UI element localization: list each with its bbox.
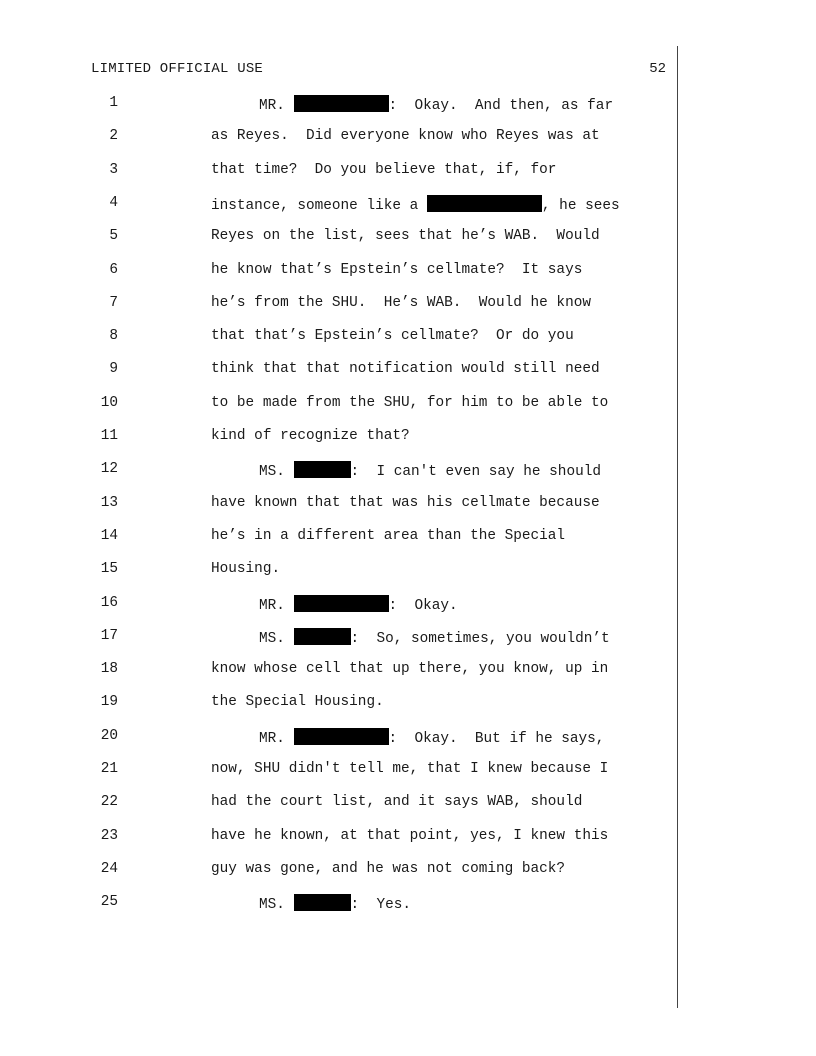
line-number: 24 bbox=[100, 860, 118, 877]
page-header bbox=[91, 61, 666, 81]
line-number: 21 bbox=[100, 761, 118, 777]
transcript-line bbox=[0, 794, 680, 816]
line-number: 14 bbox=[100, 527, 118, 544]
line-number: 6 bbox=[109, 261, 118, 278]
transcript-line bbox=[0, 195, 680, 217]
line-text bbox=[211, 361, 600, 377]
text-segment: the Special Housing. bbox=[211, 694, 384, 711]
text-segment: MR. bbox=[259, 98, 294, 114]
transcript-line bbox=[0, 828, 680, 850]
text-segment: , he sees bbox=[541, 197, 620, 214]
transcript-line bbox=[0, 228, 680, 250]
text-segment: kind of recognize that? bbox=[211, 428, 410, 444]
line-text bbox=[211, 295, 591, 311]
line-text bbox=[211, 128, 600, 144]
line-text bbox=[259, 894, 411, 913]
text-segment: guy was gone, and he was not coming back? bbox=[211, 860, 566, 877]
line-number: 25 bbox=[100, 894, 118, 911]
transcript-line bbox=[0, 262, 680, 284]
transcript-line bbox=[0, 694, 680, 716]
text-segment: have he known, at that point, yes, I knew this bbox=[211, 827, 609, 844]
redaction-block bbox=[294, 461, 351, 478]
text-segment: that time? Do you believe that, if, for bbox=[211, 161, 557, 178]
transcript-line bbox=[0, 628, 680, 650]
redaction-block bbox=[427, 195, 542, 212]
line-text bbox=[211, 694, 384, 710]
line-text bbox=[211, 328, 574, 344]
text-segment: to be made from the SHU, for him to be able to bbox=[211, 394, 609, 411]
text-segment: that that’s Epstein’s cellmate? Or do you bbox=[211, 328, 574, 345]
text-segment: he’s in a different area than the Special bbox=[211, 527, 566, 544]
text-segment: : Okay. But if he says, bbox=[388, 730, 605, 747]
line-number: 11 bbox=[100, 428, 118, 444]
line-text bbox=[259, 728, 604, 747]
text-segment: he’s from the SHU. He’s WAB. Would he know bbox=[211, 294, 591, 311]
text-segment: had the court list, and it says WAB, should bbox=[211, 794, 583, 811]
line-number: 18 bbox=[100, 661, 118, 678]
line-text bbox=[211, 428, 410, 444]
line-text bbox=[211, 195, 620, 214]
transcript-line bbox=[0, 395, 680, 417]
line-text bbox=[211, 561, 280, 577]
text-segment: : Okay. bbox=[388, 597, 458, 614]
redaction-block bbox=[294, 728, 389, 745]
transcript-line bbox=[0, 595, 680, 617]
transcript-line bbox=[0, 894, 680, 916]
line-number: 5 bbox=[109, 228, 118, 245]
text-segment: have known that that was his cellmate because bbox=[211, 494, 600, 511]
line-text bbox=[211, 262, 582, 278]
text-segment: think that that notification would still need bbox=[211, 361, 600, 378]
text-segment: Housing. bbox=[211, 561, 281, 578]
line-number: 22 bbox=[100, 794, 118, 811]
transcript-line bbox=[0, 162, 680, 184]
redaction-block bbox=[294, 628, 351, 645]
line-number: 20 bbox=[100, 727, 118, 744]
line-number: 7 bbox=[109, 294, 118, 311]
transcript-line bbox=[0, 128, 680, 150]
text-segment: he know that’s Epstein’s cellmate? It says bbox=[211, 261, 583, 278]
line-number: 4 bbox=[109, 194, 118, 211]
classification-label: LIMITED OFFICIAL USE bbox=[91, 61, 264, 77]
line-number: 23 bbox=[100, 827, 118, 844]
line-text bbox=[259, 95, 613, 114]
transcript-line bbox=[0, 328, 680, 350]
text-segment: instance, someone like a bbox=[211, 197, 427, 214]
transcript-line bbox=[0, 95, 680, 117]
transcript-line bbox=[0, 661, 680, 683]
line-text bbox=[259, 628, 610, 647]
transcript-line bbox=[0, 495, 680, 517]
text-segment: : I can't even say he should bbox=[350, 464, 601, 481]
text-segment: MS. bbox=[259, 630, 294, 647]
line-text bbox=[211, 395, 608, 411]
transcript-line bbox=[0, 295, 680, 317]
line-number: 12 bbox=[100, 461, 118, 478]
text-segment: know whose cell that up there, you know, up in bbox=[211, 661, 609, 678]
line-number: 19 bbox=[100, 694, 118, 711]
transcript-line bbox=[0, 461, 680, 483]
line-text bbox=[211, 661, 608, 677]
text-segment: MS. bbox=[259, 897, 294, 914]
line-number: 9 bbox=[109, 361, 118, 378]
line-number: 13 bbox=[100, 494, 118, 511]
transcript-line bbox=[0, 528, 680, 550]
transcript-line bbox=[0, 428, 680, 450]
line-number: 8 bbox=[109, 328, 118, 345]
text-segment: MR. bbox=[259, 597, 294, 614]
line-text bbox=[211, 162, 556, 178]
line-number: 3 bbox=[109, 161, 118, 178]
transcript-line bbox=[0, 761, 680, 783]
line-text bbox=[211, 761, 608, 777]
text-segment: : Okay. And then, as far bbox=[388, 98, 614, 114]
redaction-block bbox=[294, 894, 351, 911]
text-segment: now, SHU didn't tell me, that I knew because I bbox=[211, 761, 609, 777]
line-text bbox=[259, 595, 458, 614]
line-text bbox=[259, 461, 601, 480]
redaction-block bbox=[294, 95, 389, 112]
line-text bbox=[211, 528, 565, 544]
line-number: 1 bbox=[109, 95, 118, 111]
transcript-line bbox=[0, 561, 680, 583]
line-number: 17 bbox=[100, 627, 118, 644]
line-text bbox=[211, 228, 600, 244]
page-number: 52 bbox=[649, 61, 666, 77]
line-text bbox=[211, 861, 565, 877]
line-text bbox=[211, 828, 608, 844]
text-segment: : Yes. bbox=[350, 897, 411, 914]
line-number: 15 bbox=[100, 561, 118, 578]
text-segment: : So, sometimes, you wouldn’t bbox=[350, 630, 610, 647]
line-text bbox=[211, 495, 600, 511]
redaction-block bbox=[294, 595, 389, 612]
text-segment: Reyes on the list, sees that he’s WAB. Would bbox=[211, 228, 600, 245]
text-segment: MR. bbox=[259, 730, 294, 747]
transcript-line bbox=[0, 861, 680, 883]
line-number: 2 bbox=[109, 128, 118, 145]
transcript-line bbox=[0, 728, 680, 750]
transcript-line bbox=[0, 361, 680, 383]
line-number: 10 bbox=[100, 394, 118, 411]
text-segment: as Reyes. Did everyone know who Reyes was at bbox=[211, 128, 600, 145]
text-segment: MS. bbox=[259, 464, 294, 481]
line-text bbox=[211, 794, 582, 810]
line-number: 16 bbox=[100, 594, 118, 611]
